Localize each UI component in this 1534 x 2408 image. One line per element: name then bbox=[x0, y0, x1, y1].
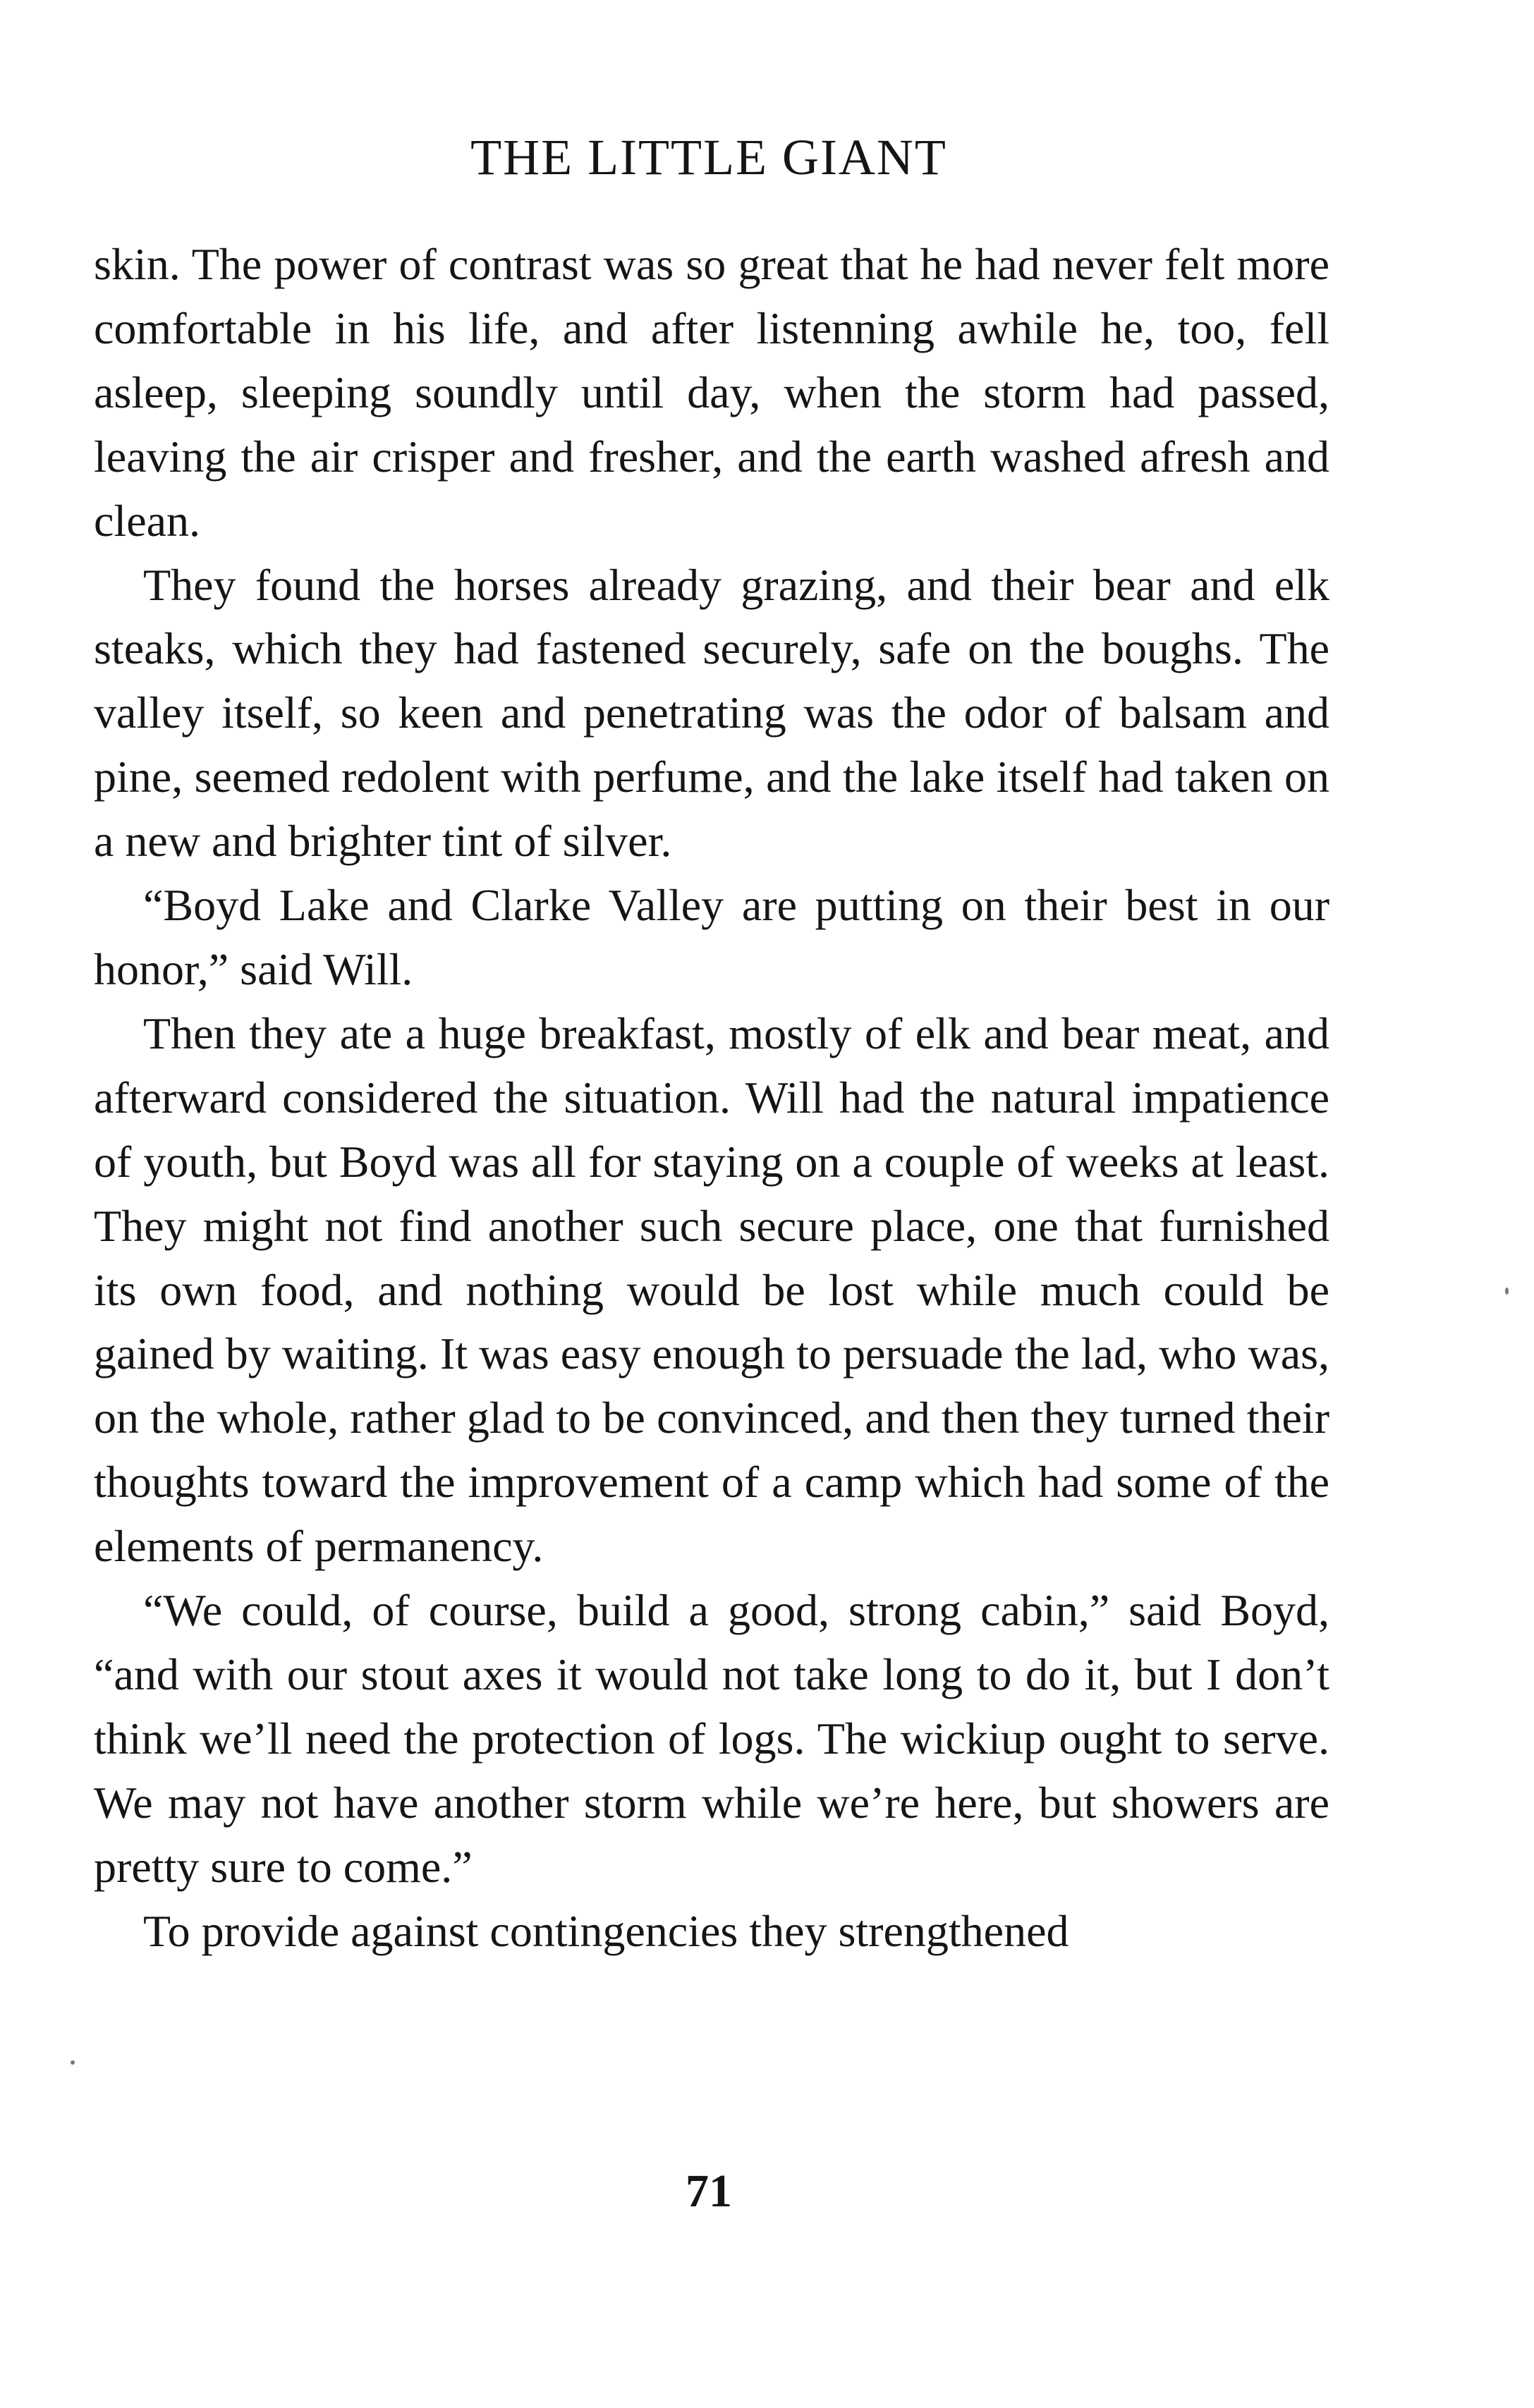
paragraph-2: They found the horses already grazing, and their bear and elk steaks, which they had fastened securely, safe on the boughs. The valley itself, so keen and penetrating was the odor of balsam and pine, seemed redolent with perfume, and the lake itself had taken on a new and brighter tint of silver. bbox=[94, 559, 1329, 867]
paragraph-4: Then they ate a huge breakfast, mostly of elk and bear meat, and afterward considered the situation. Will had the natural impatience of youth, but Boyd was all for staying on a couple of weeks at least. They might not find another such secure place, one that furnished its own food, and nothing would be lost while much could be gained by waiting. It was easy enough to persuade the lad, who was, on the whole, rather glad to be convinced, and then they turned their thoughts toward the improvement of a camp which had some of the elements of permanency. bbox=[94, 1008, 1329, 1572]
scan-speck bbox=[71, 2060, 75, 2065]
page-number: 71 bbox=[686, 2165, 732, 2217]
running-head: THE LITTLE GIANT bbox=[470, 129, 947, 185]
paragraph-6: To provide against contingencies they strengthened bbox=[143, 1905, 1069, 1956]
paragraph-1: skin. The power of contrast was so great that he had never felt more comfortable in his life, and after listenning awhile he, too, fell asleep, sleeping soundly until day, when the storm had passed, leaving the air crisper and fresher, and the earth washed afresh and clean. bbox=[94, 239, 1329, 546]
scan-speck bbox=[1505, 1288, 1509, 1295]
paragraph-3: “Boyd Lake and Clarke Valley are putting on their best in our honor,” said Will. bbox=[94, 880, 1329, 994]
paragraph-5: “We could, of course, build a good, strong cabin,” said Boyd, “and with our stout axes it would not take long to do it, but I don’t think we’ll need the protection of logs. The wickiup ought to serve. We may not have another storm while we’re here, but showers are pretty sure to come.” bbox=[94, 1585, 1329, 1892]
body-text bbox=[94, 233, 1329, 1963]
